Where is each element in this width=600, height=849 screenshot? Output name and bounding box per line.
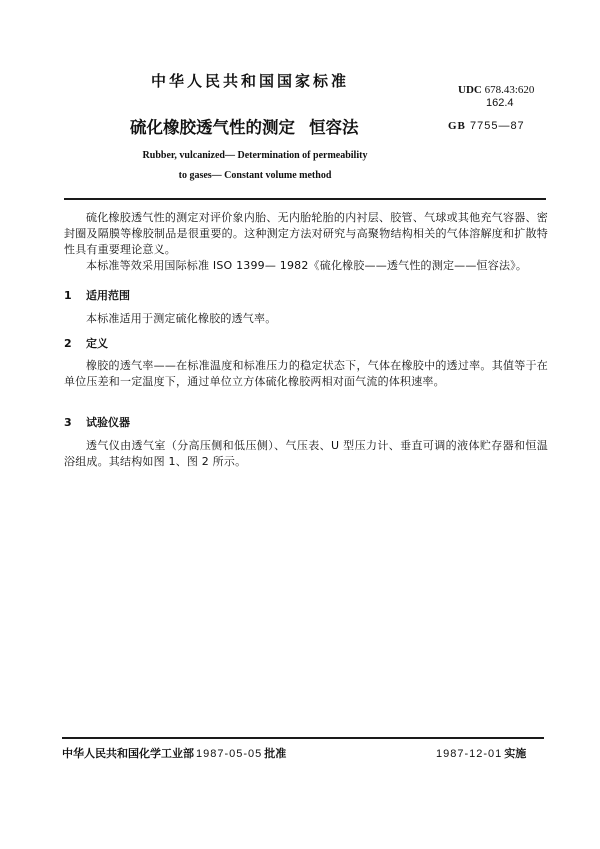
section-2-heading: [64, 335, 108, 351]
section-1-body: [64, 311, 548, 327]
section-1-heading: [64, 287, 130, 303]
udc-code-line2: 162.4: [486, 97, 514, 109]
section-2-body: [64, 358, 548, 390]
section-3-heading: [64, 414, 130, 430]
effective-label: 实施: [504, 747, 527, 760]
approval-info: [62, 745, 286, 761]
header-divider: [64, 198, 546, 200]
intro-block: [64, 210, 548, 274]
gb-number: 7755—87: [469, 120, 525, 132]
national-standard-heading: 中华人民共和国国家标准: [150, 72, 349, 90]
udc-label: UDC: [458, 84, 482, 96]
intro-paragraph-1: 硫化橡胶透气性的测定对评价象内胎、无内胎轮胎的内衬层、胶管、气球或其他充气容器、密封圈及隔膜等橡胶制品是很重要的。这种测定方法对研究与高聚物结构相关的气体溶解度和扩散特性具有重要理论意义。: [64, 211, 548, 256]
title-cn-sub: 恒容法: [309, 118, 359, 137]
section-title: 适用范围: [86, 289, 130, 302]
section-1-text: 本标准适用于测定硫化橡胶的透气率。: [86, 312, 277, 325]
section-number: 3: [64, 416, 72, 429]
section-number: 1: [64, 289, 72, 302]
document-title-en: [120, 146, 390, 186]
footer-divider: [62, 737, 544, 739]
title-cn-main: 硫化橡胶透气性的测定: [130, 118, 295, 137]
approver: 中华人民共和国化学工业部: [62, 747, 194, 760]
approval-label: 批准: [264, 747, 287, 760]
section-3-body: [64, 438, 548, 470]
effective-info: [436, 745, 526, 761]
udc-code-line1: 678.43:620: [484, 84, 535, 96]
gb-label: GB: [448, 120, 466, 132]
section-title: 定义: [86, 337, 108, 350]
gb-standard-number: [448, 120, 525, 132]
title-en-line1: Rubber, vulcanized— Determination of permeability: [142, 150, 368, 161]
section-3-text: 透气仪由透气室（分高压侧和低压侧）、气压表、U 型压力计、垂直可调的液体贮存器和恒温浴组成。其结构如图 1、图 2 所示。: [64, 439, 548, 468]
intro-paragraph-2: 本标准等效采用国际标准 ISO 1399— 1982《硫化橡胶——透气性的测定——恒容法》。: [86, 259, 528, 272]
effective-date: 1987-12-01: [436, 748, 503, 760]
approval-date: 1987-05-05: [196, 748, 263, 760]
document-title-cn: [130, 114, 359, 138]
udc-classification: [458, 84, 534, 110]
section-title: 试验仪器: [86, 416, 130, 429]
section-number: 2: [64, 337, 72, 350]
title-en-line2: to gases— Constant volume method: [178, 170, 332, 181]
section-2-text: 橡胶的透气率——在标准温度和标准压力的稳定状态下，气体在橡胶中的透过率。其值等于在单位压差和一定温度下，通过单位立方体硫化橡胶两相对面气流的体积速率。: [64, 359, 548, 388]
